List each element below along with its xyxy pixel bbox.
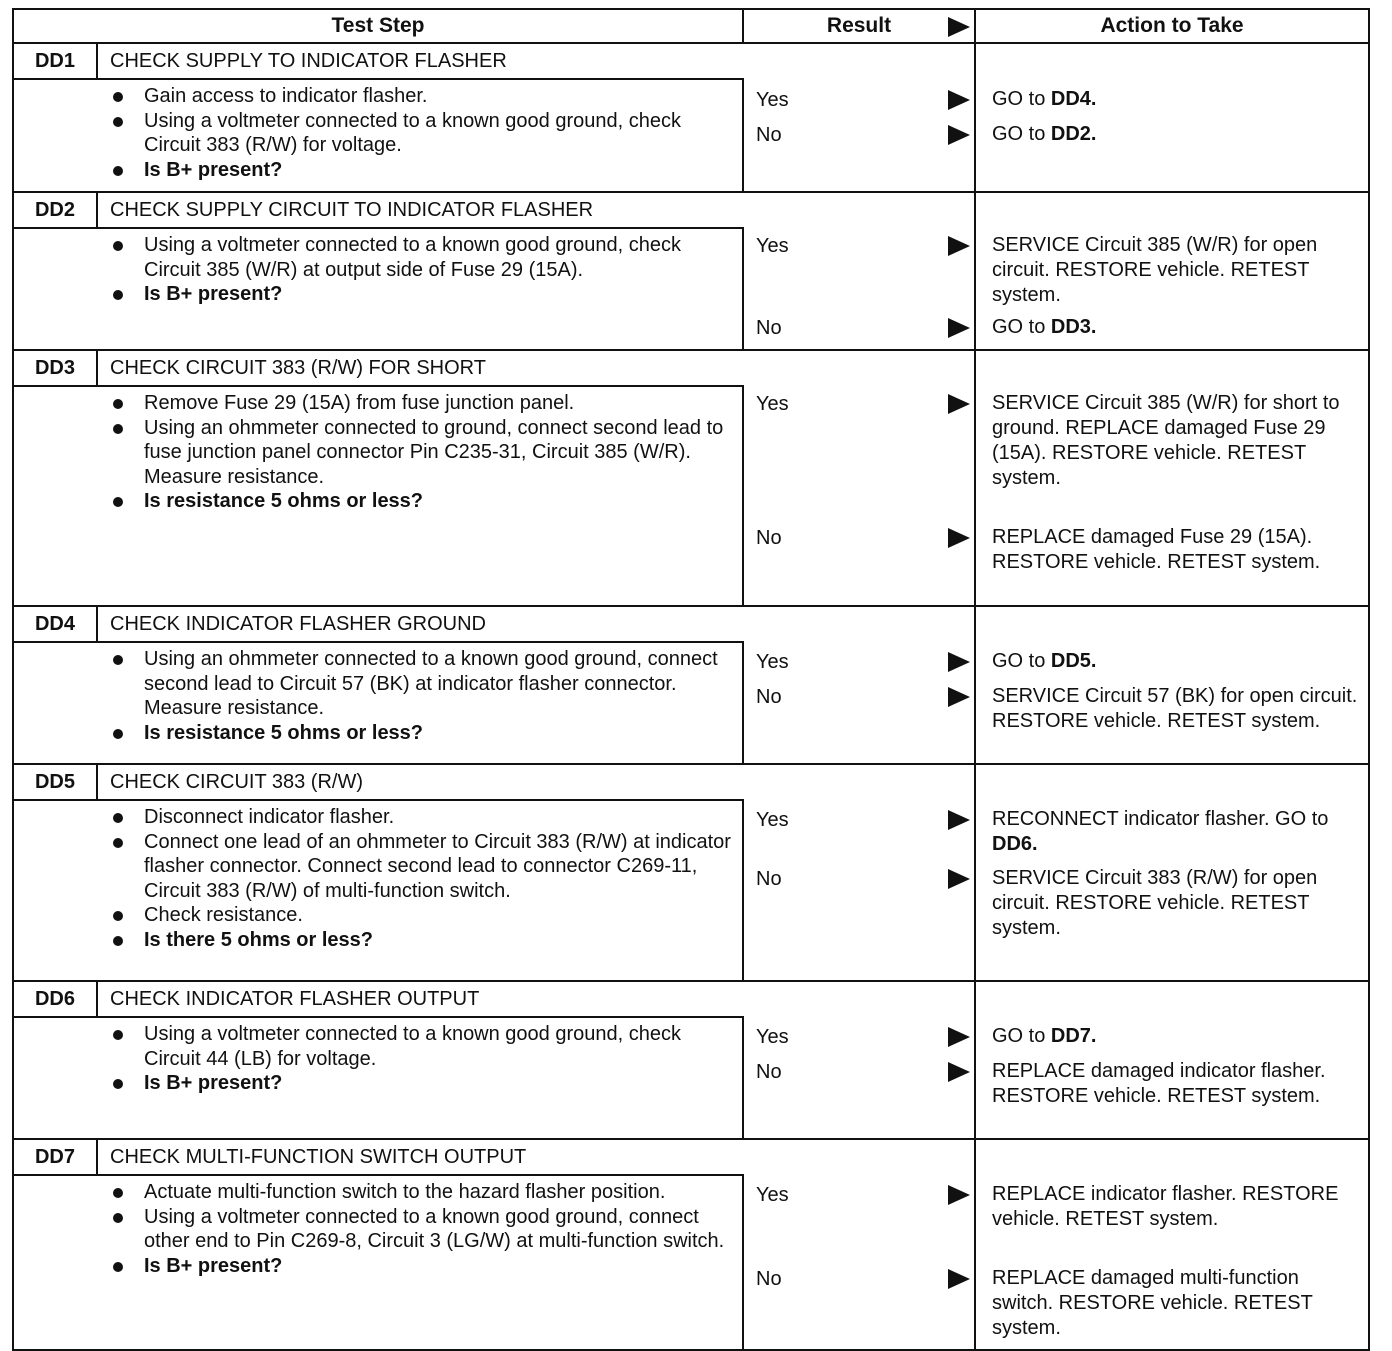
instruction-item xyxy=(106,647,732,721)
bullet-icon xyxy=(113,729,123,739)
step-id: DD6 xyxy=(14,982,98,1016)
arrow-right-icon xyxy=(948,17,970,37)
step-id: DD2 xyxy=(14,193,98,227)
action-body: REPLACE damaged multi-function switch. RESTORE vehicle. RETEST system. xyxy=(992,1267,1313,1339)
instruction-text: Using an ohmmeter connected to a known good ground, connect second lead to Circuit 57 (BK) at indicator flasher connector. Measure resistance. xyxy=(144,648,718,719)
arrow-right-icon xyxy=(948,394,970,414)
step-row xyxy=(14,765,1368,982)
instruction-list xyxy=(14,643,742,749)
result-cell xyxy=(744,193,976,349)
action-body: REPLACE damaged Fuse 29 (15A). RESTORE vehicle. RETEST system. xyxy=(992,526,1321,573)
test-step-cell xyxy=(14,351,744,605)
instruction-list xyxy=(14,1176,742,1282)
action-cell xyxy=(976,982,1368,1138)
question-text: Is resistance 5 ohms or less? xyxy=(144,721,424,744)
bullet-icon xyxy=(113,290,123,300)
action-body: SERVICE Circuit 385 (W/R) for open circuit. RESTORE vehicle. RETEST system. xyxy=(992,234,1318,306)
header-action: Action to Take xyxy=(1100,14,1244,37)
action-body: REPLACE indicator flasher. RESTORE vehicle. RETEST system. xyxy=(992,1183,1339,1230)
result-label: No xyxy=(756,1061,782,1083)
arrow-right-icon xyxy=(948,1269,970,1289)
action-text xyxy=(992,684,1362,734)
instruction-list xyxy=(14,80,742,186)
bullet-icon xyxy=(113,117,123,127)
arrow-right-icon xyxy=(948,869,970,889)
instruction-list xyxy=(14,229,742,311)
instruction-text: Using a voltmeter connected to a known good ground, check Circuit 383 (R/W) for voltage. xyxy=(144,109,681,156)
question-item xyxy=(106,721,732,746)
question-text: Is resistance 5 ohms or less? xyxy=(144,490,424,512)
question-item xyxy=(106,282,732,307)
instruction-item xyxy=(106,903,732,928)
step-row xyxy=(14,193,1368,351)
action-text xyxy=(992,807,1362,857)
instruction-text: Actuate multi-function switch to the hazard flasher position. xyxy=(144,1181,666,1203)
result-cell xyxy=(744,765,976,980)
result-cell xyxy=(744,607,976,763)
arrow-right-icon xyxy=(948,652,970,672)
test-step-cell xyxy=(14,1140,744,1349)
action-body: REPLACE damaged indicator flasher. RESTORE vehicle. RETEST system. xyxy=(992,1060,1326,1107)
instruction-item xyxy=(106,830,732,904)
result-label: No xyxy=(756,527,782,549)
action-text xyxy=(992,391,1362,491)
step-id: DD4 xyxy=(14,607,98,641)
result-no xyxy=(756,1061,782,1084)
bullet-icon xyxy=(113,1030,123,1040)
action-step-ref: DD7. xyxy=(1050,1025,1097,1047)
step-title-row xyxy=(14,982,744,1018)
instruction-item xyxy=(106,233,732,282)
question-item xyxy=(106,1071,732,1096)
step-title-row xyxy=(14,607,744,643)
action-text xyxy=(992,1182,1362,1232)
bullet-icon xyxy=(113,424,123,434)
instruction-text: Check resistance. xyxy=(144,904,303,926)
action-cell xyxy=(976,351,1368,605)
step-title: CHECK SUPPLY TO INDICATOR FLASHER xyxy=(98,44,744,78)
question-text: Is B+ present? xyxy=(144,158,283,181)
header-result-label: Result xyxy=(826,14,892,37)
result-label: Yes xyxy=(756,1184,789,1206)
result-label: No xyxy=(756,124,782,146)
arrow-right-icon xyxy=(948,687,970,707)
bullet-icon xyxy=(113,241,123,251)
bullet-icon xyxy=(113,92,123,102)
instruction-item xyxy=(106,391,732,416)
step-title: CHECK INDICATOR FLASHER GROUND xyxy=(98,607,744,641)
result-no xyxy=(756,868,782,891)
bullet-icon xyxy=(113,813,123,823)
instruction-text: Using a voltmeter connected to a known good ground, connect other end to Pin C269-8, Circuit 3 (LG/W) at multi-function switch. xyxy=(144,1205,725,1252)
bullet-icon xyxy=(113,838,123,848)
instruction-item xyxy=(106,416,732,490)
result-no xyxy=(756,124,782,147)
action-step-ref: DD6. xyxy=(992,833,1038,855)
diagnostic-table xyxy=(12,8,1370,1351)
bullet-icon xyxy=(113,655,123,665)
result-label: Yes xyxy=(756,651,789,673)
instruction-item xyxy=(106,1180,732,1205)
result-cell xyxy=(744,351,976,605)
arrow-right-icon xyxy=(948,528,970,548)
action-step-ref: DD4. xyxy=(1050,88,1097,110)
action-text xyxy=(992,866,1362,941)
result-yes xyxy=(756,809,789,832)
question-text: Is there 5 ohms or less? xyxy=(144,928,373,951)
bullet-icon xyxy=(113,497,123,507)
result-yes xyxy=(756,393,789,416)
action-body: SERVICE Circuit 383 (R/W) for open circuit. RESTORE vehicle. RETEST system. xyxy=(992,867,1318,939)
step-title: CHECK SUPPLY CIRCUIT TO INDICATOR FLASHER xyxy=(98,193,744,227)
step-row xyxy=(14,982,1368,1140)
step-title-row xyxy=(14,765,744,801)
step-title: CHECK INDICATOR FLASHER OUTPUT xyxy=(98,982,744,1016)
instruction-list xyxy=(14,387,742,518)
step-row xyxy=(14,1140,1368,1349)
question-text: Is B+ present? xyxy=(144,1072,283,1094)
test-step-cell xyxy=(14,193,744,349)
instruction-item xyxy=(106,1205,732,1254)
instruction-item xyxy=(106,84,732,109)
arrow-right-icon xyxy=(948,125,970,145)
action-body: GO to xyxy=(992,88,1051,110)
result-cell xyxy=(744,1140,976,1349)
instruction-item xyxy=(106,1022,732,1071)
instruction-text: Gain access to indicator flasher. xyxy=(144,85,428,107)
result-label: Yes xyxy=(756,1026,789,1048)
test-step-cell xyxy=(14,765,744,980)
result-yes xyxy=(756,235,789,258)
question-item xyxy=(106,158,732,183)
action-text xyxy=(992,1024,1362,1049)
question-item xyxy=(106,489,732,514)
step-id: DD3 xyxy=(14,351,98,385)
bullet-icon xyxy=(113,936,123,946)
result-yes xyxy=(756,651,789,674)
action-text xyxy=(992,122,1362,147)
bullet-icon xyxy=(113,399,123,409)
result-yes xyxy=(756,1184,789,1207)
question-item xyxy=(106,1254,732,1279)
bullet-icon xyxy=(113,911,123,921)
arrow-right-icon xyxy=(948,1062,970,1082)
bullet-icon xyxy=(113,166,123,176)
arrow-right-icon xyxy=(948,90,970,110)
action-body: SERVICE Circuit 57 (BK) for open circuit. RESTORE vehicle. RETEST system. xyxy=(992,685,1358,732)
action-text xyxy=(992,1266,1362,1341)
action-step-ref: DD5. xyxy=(1050,650,1097,672)
action-cell xyxy=(976,607,1368,763)
arrow-right-icon xyxy=(948,810,970,830)
action-cell xyxy=(976,1140,1368,1349)
action-body: SERVICE Circuit 385 (W/R) for short to ground. REPLACE damaged Fuse 29 (15A). RESTORE vehicle. RETEST system. xyxy=(992,392,1340,489)
header-result xyxy=(744,10,976,42)
bullet-icon xyxy=(113,1213,123,1223)
test-step-cell xyxy=(14,44,744,191)
result-no xyxy=(756,1268,782,1291)
step-title-row xyxy=(14,44,744,80)
instruction-text: Using a voltmeter connected to a known good ground, check Circuit 385 (W/R) at output side of Fuse 29 (15A). xyxy=(144,234,681,281)
action-cell xyxy=(976,765,1368,980)
instruction-list xyxy=(14,1018,742,1100)
action-step-ref: DD3. xyxy=(1050,316,1097,338)
result-label: No xyxy=(756,686,782,708)
instruction-text: Connect one lead of an ohmmeter to Circuit 383 (R/W) at indicator flasher connector. Connect second lead to connector C269-11, Circuit 383 (R/W) of multi-function switch. xyxy=(144,830,731,902)
instruction-item xyxy=(106,109,732,158)
step-title-row xyxy=(14,351,744,387)
result-label: Yes xyxy=(756,393,789,415)
action-text xyxy=(992,233,1362,308)
arrow-right-icon xyxy=(948,1185,970,1205)
header-test-step: Test Step xyxy=(14,10,744,42)
action-cell xyxy=(976,193,1368,349)
steps-container xyxy=(14,44,1368,1349)
action-text xyxy=(992,87,1362,112)
action-text xyxy=(992,315,1362,340)
action-body: RECONNECT indicator flasher. GO to xyxy=(992,808,1329,830)
step-title-row xyxy=(14,1140,744,1176)
action-body: GO to xyxy=(992,316,1051,338)
instruction-item xyxy=(106,805,732,830)
step-title: CHECK CIRCUIT 383 (R/W) xyxy=(98,765,744,799)
result-no xyxy=(756,527,782,550)
step-title-row xyxy=(14,193,744,229)
step-id: DD7 xyxy=(14,1140,98,1174)
step-title: CHECK CIRCUIT 383 (R/W) FOR SHORT xyxy=(98,351,744,385)
action-cell xyxy=(976,44,1368,191)
result-label: No xyxy=(756,868,782,890)
instruction-list xyxy=(14,801,742,956)
arrow-right-icon xyxy=(948,1027,970,1047)
result-label: No xyxy=(756,1268,782,1290)
result-yes xyxy=(756,1026,789,1049)
bullet-icon xyxy=(113,1262,123,1272)
action-body: GO to xyxy=(992,1025,1051,1047)
instruction-text: Remove Fuse 29 (15A) from fuse junction panel. xyxy=(144,392,575,414)
result-no xyxy=(756,686,782,709)
bullet-icon xyxy=(113,1188,123,1198)
instruction-text: Using a voltmeter connected to a known good ground, check Circuit 44 (LB) for voltage. xyxy=(144,1023,681,1070)
table-header xyxy=(14,10,1368,44)
arrow-right-icon xyxy=(948,236,970,256)
test-step-cell xyxy=(14,607,744,763)
action-body: GO to xyxy=(992,650,1051,672)
instruction-text: Using an ohmmeter connected to ground, connect second lead to fuse junction panel connector Pin C235-31, Circuit 385 (W/R). Measure resistance. xyxy=(144,416,724,488)
step-id: DD1 xyxy=(14,44,98,78)
action-step-ref: DD2. xyxy=(1050,123,1097,145)
result-label: Yes xyxy=(756,809,789,831)
question-text: Is B+ present? xyxy=(144,283,283,305)
action-body: GO to xyxy=(992,123,1051,145)
step-title: CHECK MULTI-FUNCTION SWITCH OUTPUT xyxy=(98,1140,744,1174)
result-no xyxy=(756,317,782,340)
result-label: No xyxy=(756,317,782,339)
result-label: Yes xyxy=(756,235,789,257)
action-text xyxy=(992,525,1362,575)
question-text: Is B+ present? xyxy=(144,1254,283,1277)
action-text xyxy=(992,1059,1362,1109)
action-text xyxy=(992,649,1362,674)
test-step-cell xyxy=(14,982,744,1138)
step-row xyxy=(14,607,1368,765)
step-id: DD5 xyxy=(14,765,98,799)
result-cell xyxy=(744,982,976,1138)
arrow-right-icon xyxy=(948,318,970,338)
bullet-icon xyxy=(113,1079,123,1089)
step-row xyxy=(14,44,1368,193)
question-item xyxy=(106,928,732,953)
step-row xyxy=(14,351,1368,607)
instruction-text: Disconnect indicator flasher. xyxy=(144,806,395,828)
result-cell xyxy=(744,44,976,191)
result-label: Yes xyxy=(756,89,789,111)
result-yes xyxy=(756,89,789,112)
